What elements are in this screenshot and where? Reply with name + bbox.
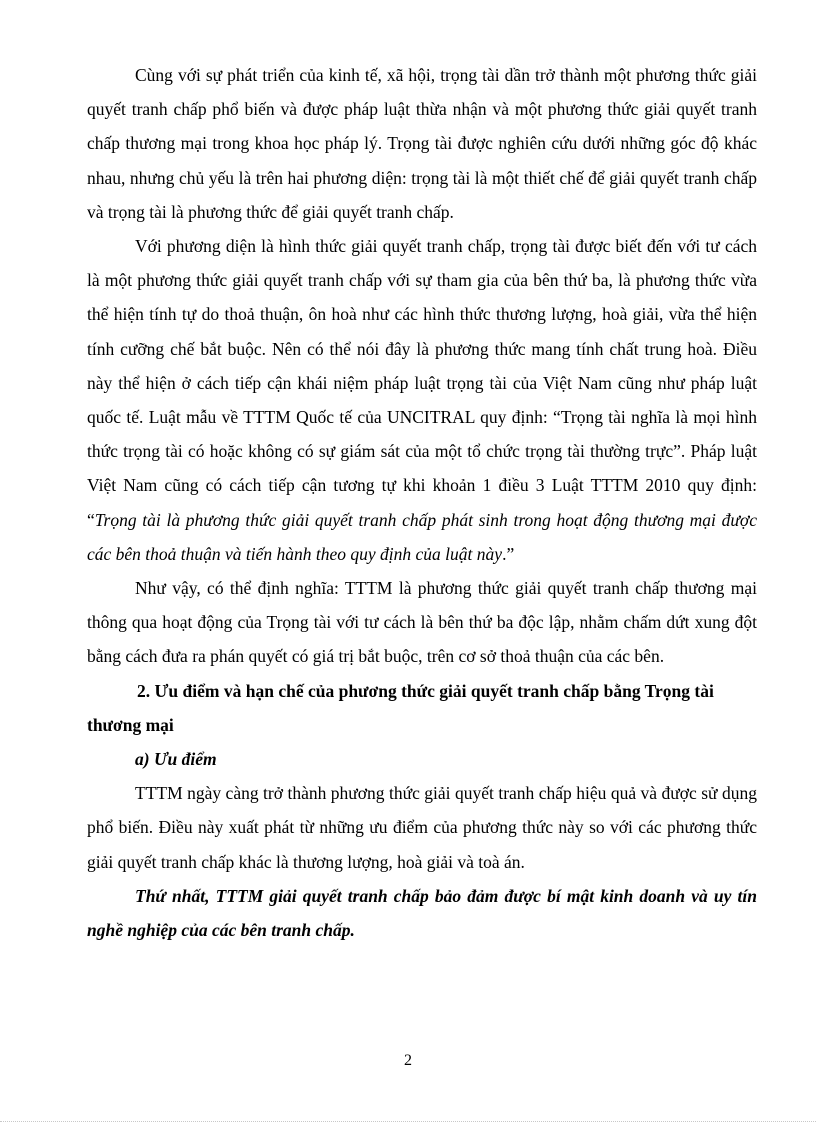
paragraph-arbitration-development: Cùng với sự phát triển của kinh tế, xã hội, trọng tài dần trở thành một phương thức giải quyết tranh chấp phổ biến và được pháp luật thừa nhận và một phương thức giải quyết tranh chấp thương mại trong khoa học pháp lý. Trọng tài được nghiên cứu dưới những góc độ khác nhau, nhưng chủ yếu là trên hai phương diện: trọng tài là một thiết chế để giải quyết tranh chấp và trọng tài là phương thức để giải quyết tranh chấp. (87, 65, 757, 222)
paragraph-first-advantage: Thứ nhất, TTTM giải quyết tranh chấp bảo đảm được bí mật kinh doanh và uy tín nghề nghiệp của các bên tranh chấp. (87, 885, 757, 941)
document-page (87, 58, 757, 947)
section-heading: 2. Ưu điểm và hạn chế của phương thức giải quyết tranh chấp bằng Trọng tài thương mại (87, 680, 714, 735)
paragraph-commercial-arbitration-definition: Như vậy, có thể định nghĩa: TTTM là phương thức giải quyết tranh chấp thương mại thông qua hoạt động của Trọng tài với tư cách là bên thứ ba độc lập, nhằm chấm dứt xung đột bằng cách đưa ra phán quyết có giá trị bắt buộc, trên cơ sở thoả thuận của các bên. (87, 578, 757, 667)
sub-heading: a) Ưu điểm (135, 749, 217, 770)
page-bottom-divider (0, 1121, 816, 1122)
page-number: 2 (404, 1052, 412, 1069)
paragraph-arbitration-definition (87, 229, 757, 571)
quote-closing: .” (502, 543, 515, 564)
law-quote: Trọng tài là phương thức giải quyết tranh chấp phát sinh trong hoạt động thương mại được các bên thoả thuận và tiến hành theo quy định của luật này (87, 509, 757, 564)
paragraph-text: Với phương diện là hình thức giải quyết tranh chấp, trọng tài được biết đến với tư cách là một phương thức giải quyết tranh chấp với sự tham gia của bên thứ ba, là phương thức vừa thể hiện tính tự do thoả thuận, ôn hoà như các hình thức thương lượng, hoà giải, vừa thể hiện tính cưỡng chế bắt buộc. Nên có thể nói đây là phương thức mang tính chất trung hoà. Điều này thể hiện ở cách tiếp cận khái niệm pháp luật trọng tài của Việt Nam cũng như pháp luật quốc tế. Luật mẫu về TTTM Quốc tế của UNCITRAL quy định: “Trọng tài nghĩa là mọi hình thức trọng tài có hoặc không có sự giám sát của một tổ chức trọng tài thường trực”. Pháp luật Việt Nam cũng có cách tiếp cận tương tự khi khoản 1 điều 3 Luật TTTM 2010 quy định: “ (87, 236, 757, 530)
paragraph-advantages-intro: TTTM ngày càng trở thành phương thức giải quyết tranh chấp hiệu quả và được sử dụng phổ biến. Điều này xuất phát từ những ưu điểm của phương thức này so với các phương thức giải quyết tranh chấp khác là thương lượng, hoà giải và toà án. (87, 783, 757, 872)
